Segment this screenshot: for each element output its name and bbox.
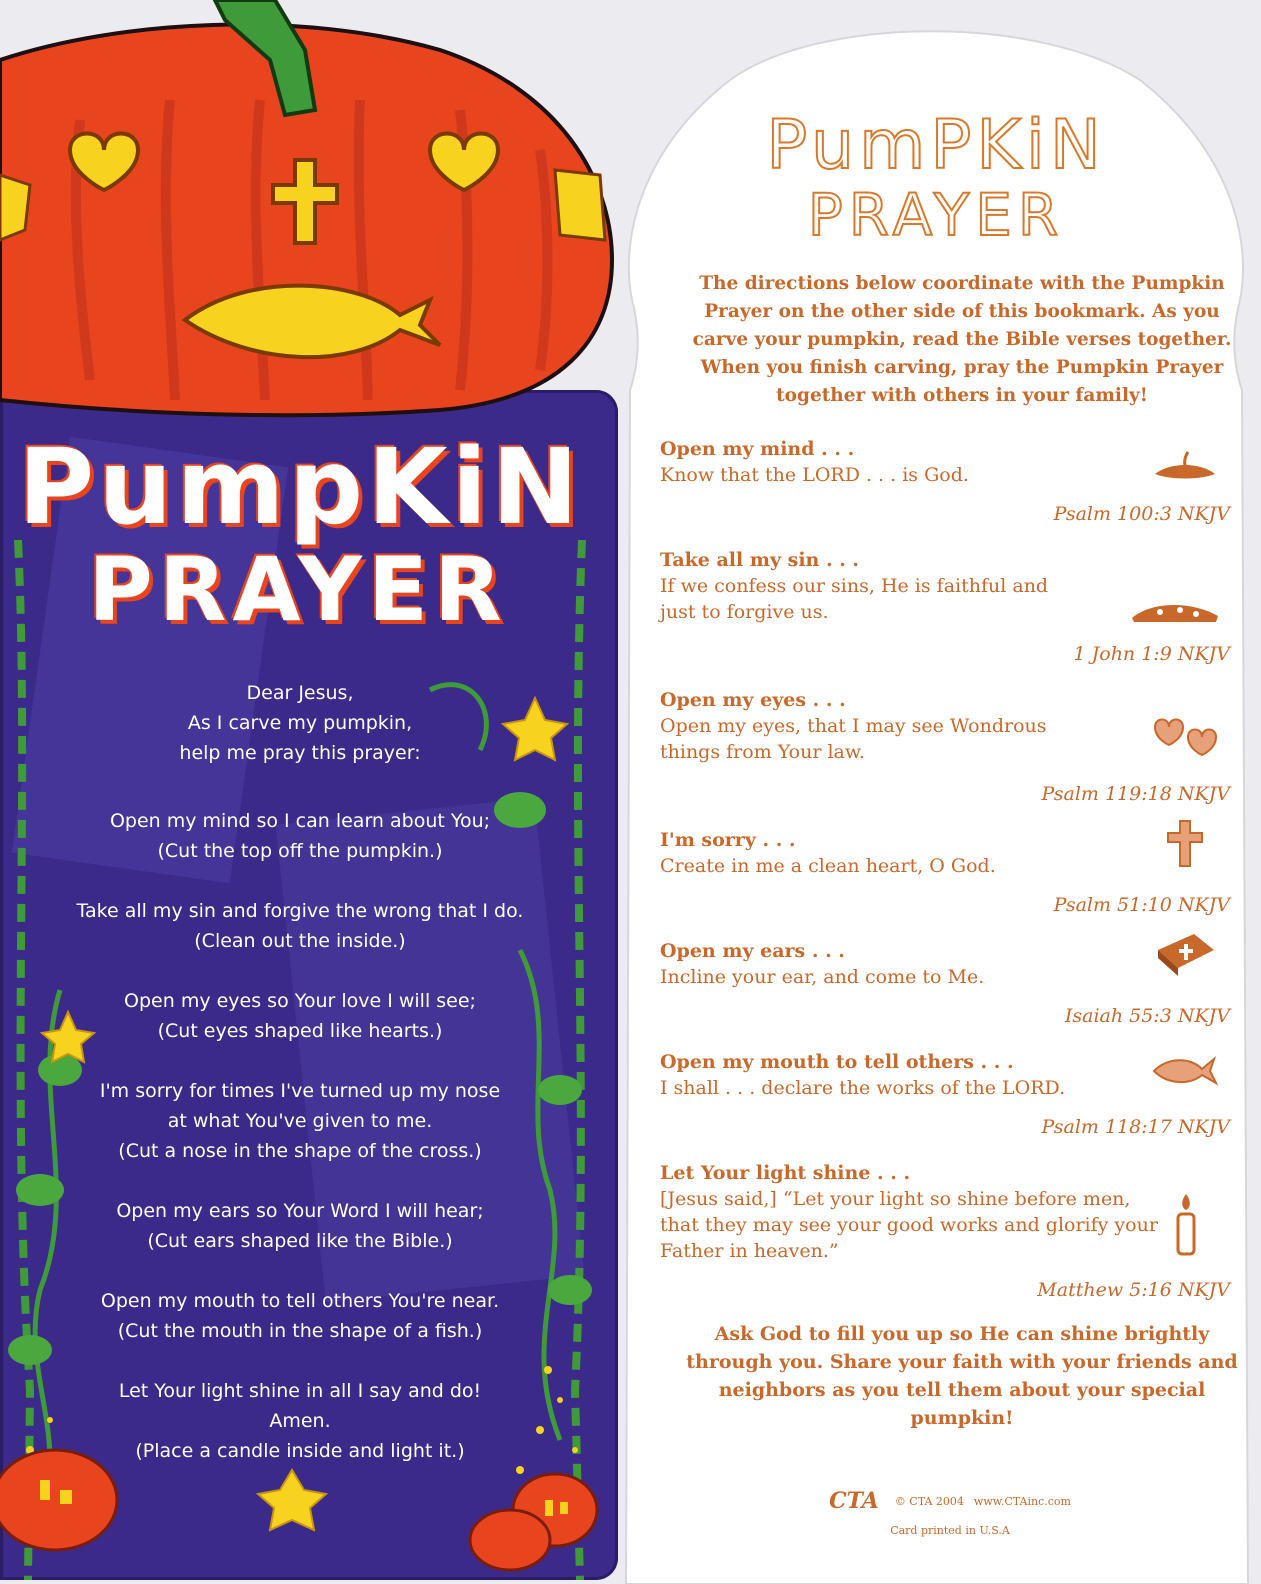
- verse-text: Open my eyes, that I may see Wondrous things from Your law.: [660, 715, 1047, 763]
- verse-reference: Matthew 5:16 NKJV: [1037, 1279, 1230, 1301]
- prayer-stanza: [30, 1076, 570, 1166]
- verse-heading: Open my ears . . .: [660, 940, 845, 962]
- verse-text: If we confess our sins, He is faithful and just to forgive us.: [660, 575, 1049, 623]
- prayer-line: I'm sorry for times I've turned up my nose: [99, 1080, 501, 1102]
- left-title-line1: PumpKiN: [18, 426, 583, 548]
- prayer-instruction: (Cut eyes shaped like hearts.): [157, 1020, 443, 1042]
- verse-list: [660, 436, 1230, 1325]
- prayer-stanza: [30, 986, 570, 1046]
- prayer-instruction: (Cut the top off the pumpkin.): [157, 840, 443, 862]
- candle-icon: [1150, 1190, 1220, 1260]
- verse-reference: Isaiah 55:3 NKJV: [1064, 1005, 1230, 1027]
- website-link[interactable]: www.CTAinc.com: [973, 1494, 1071, 1508]
- prayer-stanza: [30, 896, 570, 956]
- prayer-intro-line: help me pray this prayer:: [179, 742, 421, 764]
- hearts-icon: [1150, 709, 1220, 759]
- verse-reference: Psalm 118:17 NKJV: [1041, 1116, 1230, 1138]
- prayer-intro-line: As I carve my pumpkin,: [187, 712, 413, 734]
- verse-text: I shall . . . declare the works of the LORD.: [660, 1077, 1066, 1099]
- left-title: [18, 426, 583, 641]
- verse-entry: [660, 827, 1230, 938]
- verse-heading: Open my mouth to tell others . . .: [660, 1051, 1014, 1073]
- printed-note: Card printed in U.S.A: [890, 1524, 1010, 1537]
- verse-heading: Let Your light shine . . .: [660, 1162, 911, 1184]
- bible-icon: [1150, 928, 1220, 978]
- right-intro: The directions below coordinate with the Pumpkin Prayer on the other side of this bookmark. As you carve your pumpkin, read the Bible verses together. When you finish carving, pray the Pumpkin Prayer together with others in your family!: [692, 273, 1232, 406]
- verse-heading: I'm sorry . . .: [660, 829, 796, 851]
- prayer-text: [30, 678, 570, 1496]
- verse-text: [Jesus said,] “Let your light so shine before men, that they may see your good works and glorify your Father in heaven.”: [660, 1188, 1158, 1262]
- pumpkin-seeds-icon: [1130, 583, 1220, 633]
- verse-entry: [660, 938, 1230, 1049]
- verse-reference: 1 John 1:9 NKJV: [1073, 643, 1230, 665]
- prayer-intro-line: Dear Jesus,: [246, 682, 354, 704]
- verse-entry: [660, 687, 1230, 827]
- prayer-line: Take all my sin and forgive the wrong that I do.: [76, 900, 524, 922]
- prayer-instruction: (Clean out the inside.): [194, 930, 406, 952]
- left-title-line2: PRAYER: [88, 538, 508, 641]
- verse-text: Incline your ear, and come to Me.: [660, 966, 985, 988]
- right-bookmark: [620, 0, 1261, 1584]
- prayer-line: Let Your light shine in all I say and do!: [118, 1380, 482, 1402]
- cta-logo: CTA: [829, 1488, 879, 1514]
- prayer-intro: [30, 678, 570, 768]
- verse-reference: Psalm 51:10 NKJV: [1053, 894, 1230, 916]
- prayer-stanza: [30, 1286, 570, 1346]
- verse-entry: [660, 1160, 1230, 1325]
- copyright-text: © CTA 2004: [894, 1494, 964, 1508]
- verse-reference: Psalm 119:18 NKJV: [1041, 783, 1230, 805]
- verse-heading: Open my eyes . . .: [660, 689, 846, 711]
- prayer-stanza: [30, 1376, 570, 1466]
- right-title-line2: PRAYER: [807, 181, 1065, 249]
- verse-text: Know that the LORD . . . is God.: [660, 464, 969, 486]
- verse-entry: [660, 1049, 1230, 1160]
- pumpkin-illustration: [0, 0, 620, 420]
- verse-heading: Take all my sin . . .: [660, 549, 860, 571]
- prayer-line: Open my ears so Your Word I will hear;: [116, 1200, 484, 1222]
- verse-reference: Psalm 100:3 NKJV: [1053, 503, 1230, 525]
- prayer-instruction: (Place a candle inside and light it.): [135, 1440, 465, 1462]
- right-title: [620, 106, 1252, 249]
- prayer-line: Open my eyes so Your love I will see;: [124, 990, 476, 1012]
- prayer-instruction: (Cut a nose in the shape of the cross.): [118, 1140, 482, 1162]
- cross-icon: [1150, 819, 1220, 869]
- prayer-instruction: (Cut the mouth in the shape of a fish.): [117, 1320, 483, 1342]
- right-title-line1: PumPKiN: [766, 106, 1106, 185]
- prayer-line: Open my mind so I can learn about You;: [109, 810, 491, 832]
- verse-entry: [660, 436, 1230, 547]
- pumpkin-lid-icon: [1150, 444, 1220, 494]
- prayer-instruction: (Cut ears shaped like the Bible.): [147, 1230, 453, 1252]
- prayer-stanza: [30, 806, 570, 866]
- prayer-line: at what You've given to me.: [167, 1110, 433, 1132]
- prayer-line: Amen.: [269, 1410, 331, 1432]
- closing-message: Ask God to fill you up so He can shine brightly through you. Share your faith with your friends and neighbors as you tell them about your special pumpkin!: [686, 1323, 1238, 1429]
- prayer-stanza: [30, 1196, 570, 1256]
- verse-heading: Open my mind . . .: [660, 438, 855, 460]
- left-bookmark: [0, 0, 620, 1584]
- fish-icon: [1150, 1047, 1220, 1097]
- verse-entry: [660, 547, 1230, 687]
- verse-text: Create in me a clean heart, O God.: [660, 855, 996, 877]
- footer: [800, 1488, 1100, 1537]
- prayer-line: Open my mouth to tell others You're near.: [100, 1290, 500, 1312]
